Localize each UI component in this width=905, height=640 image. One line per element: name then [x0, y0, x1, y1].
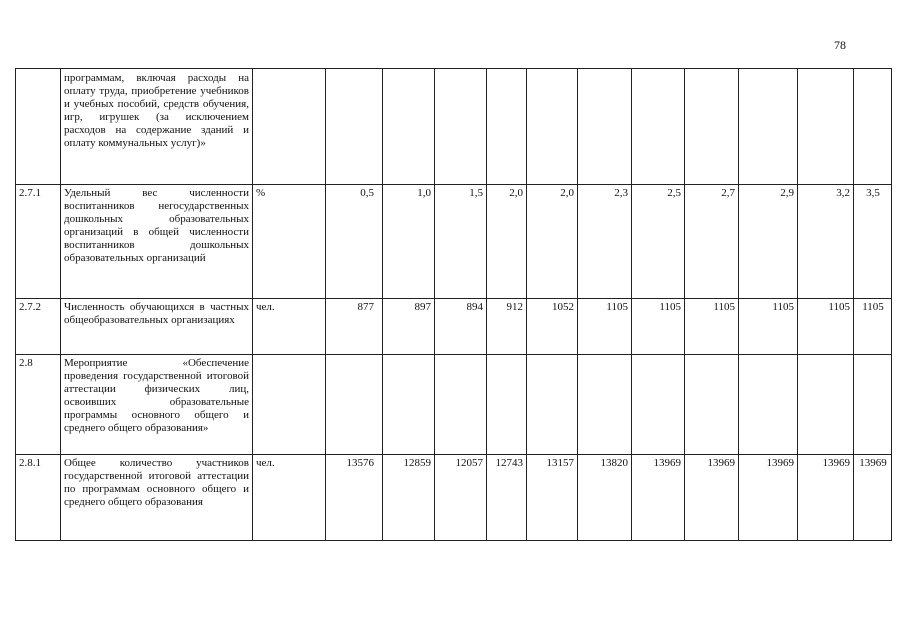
value-cell: 13969: [854, 455, 892, 541]
value-cell: [383, 355, 435, 455]
row-label: Численность обучающихся в частных общеобразовательных организациях: [61, 299, 253, 355]
indicator-table: [15, 68, 892, 541]
value-cell: 1105: [578, 299, 632, 355]
row-label: Мероприятие «Обеспечение проведения государственной итоговой аттестации физических лиц, освоивших образовательные программы основного общего и среднего общего образования»: [61, 355, 253, 455]
value-cell: 3,2: [798, 185, 854, 299]
value-cell: [798, 355, 854, 455]
value-cell: 2,0: [487, 185, 527, 299]
table-row: [16, 185, 892, 299]
value-cell: [685, 69, 739, 185]
value-cell: [685, 355, 739, 455]
value-cell: [527, 69, 578, 185]
value-cell: [487, 69, 527, 185]
table-row: [16, 69, 892, 185]
value-cell: 1105: [632, 299, 685, 355]
row-code: 2.8.1: [16, 455, 61, 541]
row-label: Удельный вес численности воспитанников негосударственных дошкольных образовательных организаций в общей численности воспитанников дошкольных образовательных организаций: [61, 185, 253, 299]
row-code: 2.7.1: [16, 185, 61, 299]
value-cell: 13969: [632, 455, 685, 541]
value-cell: 2,9: [739, 185, 798, 299]
row-unit: [253, 69, 326, 185]
value-cell: 3,5: [854, 185, 892, 299]
table-row: [16, 299, 892, 355]
value-cell: [578, 355, 632, 455]
value-cell: 0,5: [326, 185, 383, 299]
value-cell: [435, 69, 487, 185]
value-cell: 1,0: [383, 185, 435, 299]
value-cell: [739, 69, 798, 185]
value-cell: [326, 355, 383, 455]
value-cell: [326, 69, 383, 185]
value-cell: 1105: [685, 299, 739, 355]
row-code: 2.8: [16, 355, 61, 455]
row-unit: чел.: [253, 299, 326, 355]
value-cell: 12057: [435, 455, 487, 541]
row-code: 2.7.2: [16, 299, 61, 355]
value-cell: [854, 69, 892, 185]
value-cell: [487, 355, 527, 455]
value-cell: [578, 69, 632, 185]
value-cell: 1,5: [435, 185, 487, 299]
row-code: [16, 69, 61, 185]
value-cell: 2,0: [527, 185, 578, 299]
value-cell: 912: [487, 299, 527, 355]
value-cell: [854, 355, 892, 455]
value-cell: 1052: [527, 299, 578, 355]
value-cell: 13820: [578, 455, 632, 541]
value-cell: 13969: [798, 455, 854, 541]
value-cell: [739, 355, 798, 455]
value-cell: 1105: [739, 299, 798, 355]
value-cell: 13969: [739, 455, 798, 541]
value-cell: [383, 69, 435, 185]
value-cell: 12743: [487, 455, 527, 541]
value-cell: [435, 355, 487, 455]
value-cell: 13157: [527, 455, 578, 541]
value-cell: 13576: [326, 455, 383, 541]
value-cell: [798, 69, 854, 185]
value-cell: [632, 69, 685, 185]
value-cell: 13969: [685, 455, 739, 541]
value-cell: 877: [326, 299, 383, 355]
value-cell: 1105: [854, 299, 892, 355]
value-cell: 2,5: [632, 185, 685, 299]
row-label: Общее количество участников государственной итоговой аттестации по программам основного общего и среднего общего образования: [61, 455, 253, 541]
row-unit: чел.: [253, 455, 326, 541]
table-row: [16, 455, 892, 541]
value-cell: 2,3: [578, 185, 632, 299]
page-number: 78: [834, 38, 846, 52]
value-cell: [632, 355, 685, 455]
value-cell: 894: [435, 299, 487, 355]
value-cell: [527, 355, 578, 455]
table-row: [16, 355, 892, 455]
value-cell: 2,7: [685, 185, 739, 299]
row-label: программам, включая расходы на оплату труда, приобретение учебников и учебных пособий, средств обучения, игр, игрушек (за исключением расходов на содержание зданий и оплату коммунальных услуг)»: [61, 69, 253, 185]
row-unit: %: [253, 185, 326, 299]
row-unit: [253, 355, 326, 455]
value-cell: 1105: [798, 299, 854, 355]
value-cell: 12859: [383, 455, 435, 541]
value-cell: 897: [383, 299, 435, 355]
